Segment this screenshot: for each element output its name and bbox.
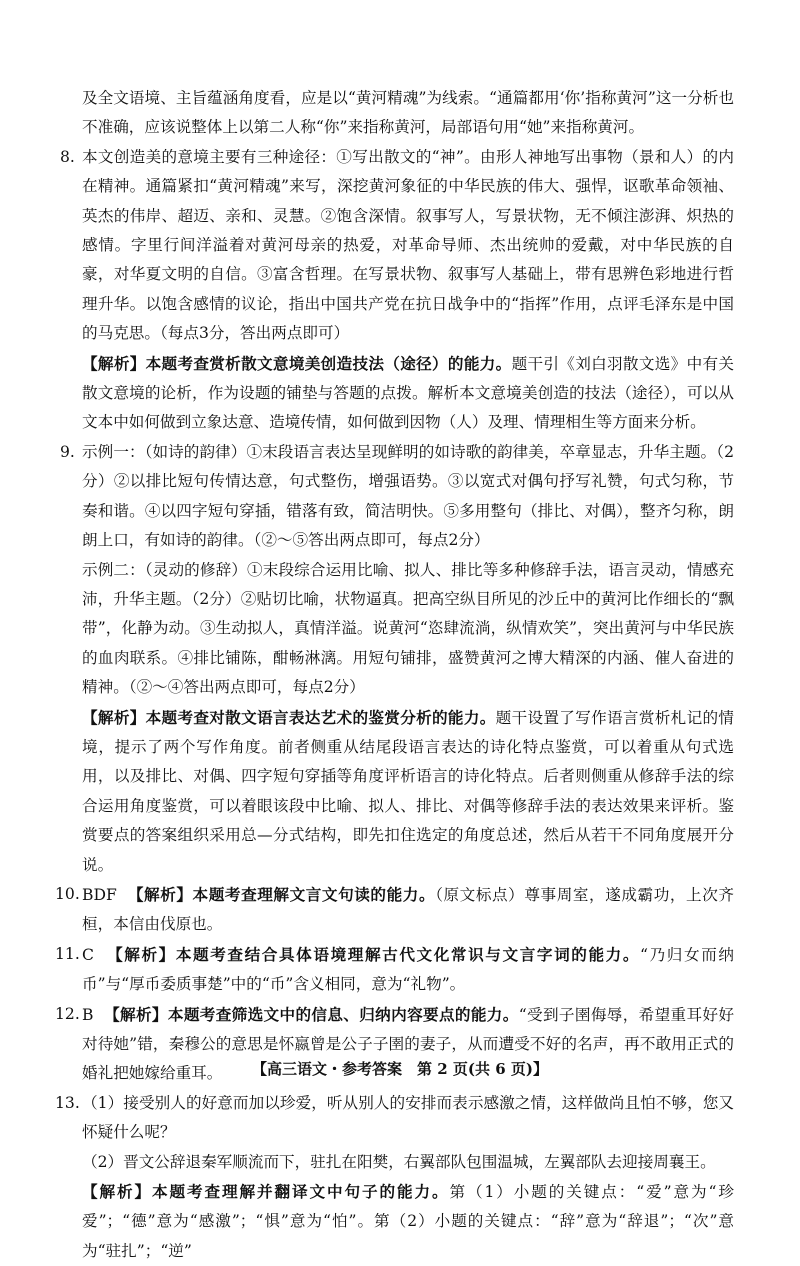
intro-paragraph	[82, 84, 734, 143]
question-number: 9.	[60, 442, 75, 461]
analysis-text: “乃归女而纳币”与“厚币委质事楚”中的“币”含义相同，意为“礼物”。	[82, 945, 734, 994]
question-8	[60, 143, 734, 438]
question-11	[55, 940, 734, 1000]
question-number: 13.	[55, 1093, 80, 1112]
analysis-text: “受到子圉侮辱，希望重耳好好对待她”错，秦穆公的意思是怀嬴曾是公子子圉的妻子，从而遭受不好的名声，再不敢用正式的婚礼把她嫁给重耳。	[82, 1005, 734, 1083]
answer-choice: B	[82, 1005, 94, 1024]
question-9-analysis	[82, 703, 734, 880]
analysis-text: 第（1）小题的关键点：“爱”意为“珍爱”；“德”意为“感激”；“惧”意为“怕”。第（2）小题的关键点：“辞”意为“辞退”；“次”意为“驻扎”；“逆”	[82, 1183, 734, 1260]
analysis-label: 【解析】本题考查结合具体语境理解古代文化常识与文言字词的能力。	[107, 944, 641, 964]
analysis-label: 【解析】本题考查理解并翻译文中句子的能力。	[82, 1182, 450, 1202]
analysis-text: 题干引《刘白羽散文选》中有关散文意境的论析，作为设题的铺垫与答题的点拨。解析本文意境美创造的技法（途径），可以从文本中如何做到立象达意、造境传情，如何做到因物（人）及理、情理相生等方面来分析。	[82, 354, 734, 432]
question-11-content	[82, 940, 734, 1000]
question-13	[55, 1089, 734, 1266]
analysis-text: （原文标点）尊事周室，遂成霸功，上次齐桓，本信由伐原也。	[82, 885, 734, 934]
answer-choice: BDF	[82, 885, 117, 904]
page-footer: 【高三语文・参考答案 第 2 页(共 6 页)】	[252, 1060, 548, 1078]
answer-choice: C	[82, 945, 94, 964]
question-13-answer-1: （1）接受别人的好意而加以珍爱，听从别人的安排而表示感激之情，这样做尚且怕不够，您又怀疑什么呢？	[82, 1093, 734, 1142]
question-13-analysis	[82, 1177, 734, 1266]
question-number: 10.	[55, 884, 80, 903]
question-8-analysis	[82, 349, 734, 438]
intro-text: 及全文语境、主旨蕴涵角度看，应是以“黄河精魂”为线索。“通篇都用‘你’指称黄河”这一分析也不准确，应该说整体上以第二人称“你”来指称黄河，局部语句用“她”来指称黄河。	[82, 89, 734, 137]
question-10-content	[82, 880, 734, 940]
analysis-label: 【解析】本题考查赏析散文意境美创造技法（途径）的能力。	[82, 353, 512, 373]
question-9	[60, 438, 734, 880]
analysis-label: 【解析】本题考查理解文言文句读的能力。	[127, 884, 436, 904]
analysis-text: 题干设置了写作语言赏析札记的情境，提示了两个写作角度。前者侧重从结尾段语言表达的诗化特点鉴赏，可以着重从句式选用，以及排比、对偶、四字短句穿插等角度评析语言的诗化特点。后者则侧重从修辞手法的综合运用角度鉴赏，可以着眼该段中比喻、拟人、排比、对偶等修辞手法的表达效果来评析。鉴赏要点的答案组织采用总—分式结构，即先扣住选定的角度总述，然后从若干不同角度展开分说。	[82, 708, 734, 874]
question-9-example-2: 示例二：（灵动的修辞）①末段综合运用比喻、拟人、排比等多种修辞手法，语言灵动，情感充沛，升华主题。（2分）②贴切比喻，状物逼真。把高空纵目所见的沙丘中的黄河比作细长的“飘带”，化静为动。③生动拟人，真情洋溢。说黄河“恣肆流淌，纵情欢笑”，突出黄河与中华民族的血肉联系。④排比铺陈，酣畅淋漓。用短句铺排，盛赞黄河之博大精深的内涵、催人奋进的精神。（②～④答出两点即可，每点2分）	[82, 560, 734, 697]
question-number: 8.	[60, 147, 75, 166]
analysis-label: 【解析】本题考查筛选文中的信息、归纳内容要点的能力。	[104, 1004, 519, 1024]
question-10	[55, 880, 734, 940]
question-13-answer-2: （2）晋文公辞退秦军顺流而下，驻扎在阳樊，右翼部队包围温城，左翼部队去迎接周襄王。	[82, 1152, 716, 1171]
question-8-answer: 本文创造美的意境主要有三种途径：①写出散文的“神”。由形人神地写出事物（景和人）的内在精神。通篇紧扣“黄河精魂”来写，深挖黄河象征的中华民族的伟大、强悍，讴歌革命领袖、英杰的伟岸、超迈、亲和、灵慧。②饱含深情。叙事写人，写景状物，无不倾注澎湃、炽热的感情。字里行间洋溢着对黄河母亲的热爱，对革命导师、杰出统帅的爱戴，对中华民族的自豪，对华夏文明的自信。③富含哲理。在写景状物、叙事写人基础上，带有思辨色彩地进行哲理升华。以饱含感情的议论，指出中国共产党在抗日战争中的“指挥”作用，点评毛泽东是中国的马克思。（每点3分，答出两点即可）	[82, 147, 734, 343]
question-number: 12.	[55, 1004, 80, 1023]
question-9-example-1: 示例一：（如诗的韵律）①末段语言表达呈现鲜明的如诗歌的韵律美，卒章显志，升华主题。（2分）②以排比短句传情达意，句式整伤，增强语势。③以宽式对偶句抒写礼赞，句式匀称，节奏和谐。④以四字短句穿插，错落有致，简洁明快。⑤多用整句（排比、对偶），整齐匀称，朗朗上口，有如诗的韵律。（②～⑤答出两点即可，每点2分）	[82, 442, 734, 550]
analysis-label: 【解析】本题考查对散文语言表达艺术的鉴赏分析的能力。	[82, 707, 496, 727]
question-number: 11.	[55, 944, 80, 963]
